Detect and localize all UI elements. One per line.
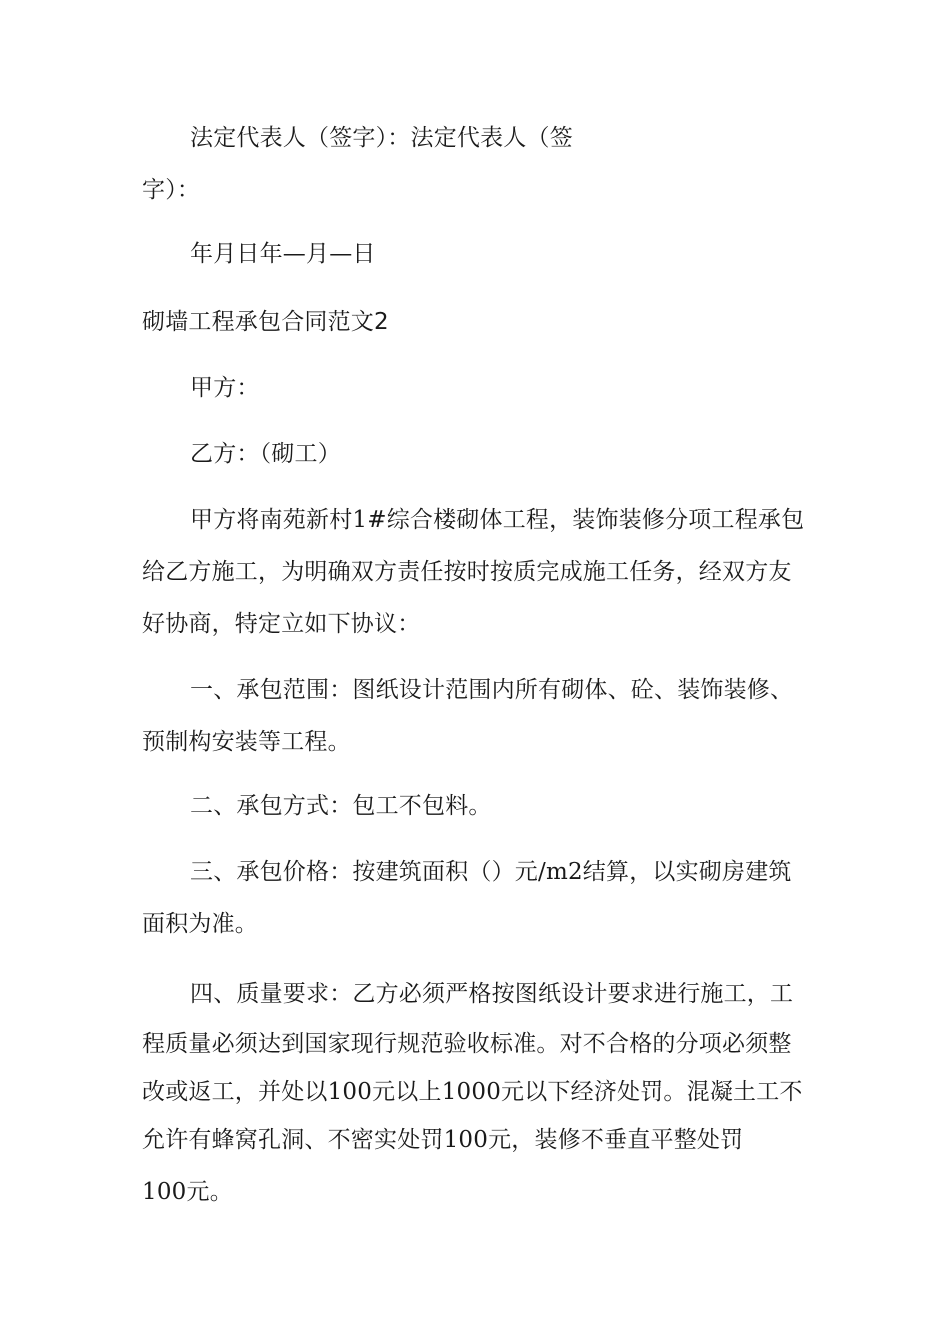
clause-3-line-1: 三、承包价格：按建筑面积（）元/m2结算，以实砌房建筑 xyxy=(190,859,792,885)
clause-1-line-2: 预制构安装等工程。 xyxy=(142,729,351,755)
document-title: 砌墙工程承包合同范文2 xyxy=(142,309,389,335)
clause-4-line-2: 程质量必须达到国家现行规范验收标准。对不合格的分项必须整 xyxy=(142,1031,792,1057)
clause-2-line: 二、承包方式：包工不包料。 xyxy=(190,793,492,819)
signature-line: 法定代表人（签字）：法定代表人（签 xyxy=(190,125,573,151)
intro-paragraph-line-2: 给乙方施工，为明确双方责任按时按质完成施工任务，经双方友 xyxy=(142,559,792,585)
clause-4-line-1: 四、质量要求：乙方必须严格按图纸设计要求进行施工，工 xyxy=(190,981,794,1007)
clause-4-line-4: 允许有蜂窝孔洞、不密实处罚100元，装修不垂直平整处罚 xyxy=(142,1127,744,1153)
intro-paragraph-line-3: 好协商，特定立如下协议： xyxy=(142,611,421,637)
party-a-line: 甲方： xyxy=(190,375,260,401)
clause-3-line-2: 面积为准。 xyxy=(142,911,258,937)
clause-1-line-1: 一、承包范围：图纸设计范围内所有砌体、砼、装饰装修、 xyxy=(190,677,794,703)
clause-4-line-5: 100元。 xyxy=(142,1179,233,1205)
intro-paragraph-line-1: 甲方将南苑新村1#综合楼砌体工程，装饰装修分项工程承包 xyxy=(190,507,805,533)
clause-4-line-3: 改或返工，并处以100元以上1000元以下经济处罚。混凝土工不 xyxy=(142,1079,803,1105)
date-line: 年月日年—月—日 xyxy=(190,241,376,267)
party-b-line: 乙方：（砌工） xyxy=(190,441,341,467)
signature-line-continued: 字）： xyxy=(142,177,201,203)
